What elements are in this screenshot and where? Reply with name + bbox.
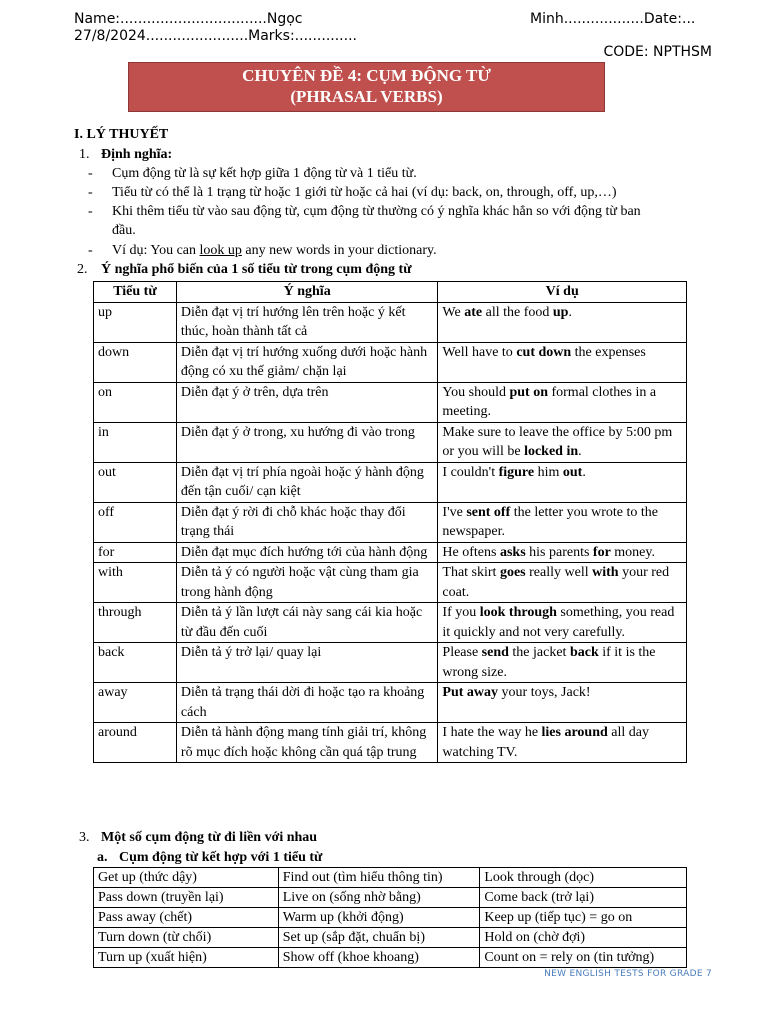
example-phrasal-verb: put on — [509, 384, 548, 400]
meaning-cell: Diễn đạt vị trí hướng xuống dưới hoặc hành động có xu thế giảm/ chặn lại — [176, 342, 437, 382]
particle-cell: out — [94, 462, 177, 502]
meaning-cell: Diễn tả ý trở lại/ quay lại — [176, 643, 437, 683]
phrasal-verb-cell: Count on = rely on (tin tưởng) — [480, 948, 687, 968]
particle-cell: for — [94, 542, 177, 563]
phrasal-verb-cell: Come back (trở lại) — [480, 888, 687, 908]
example-phrasal-verb: look through — [479, 605, 557, 620]
example-text: We — [442, 304, 465, 320]
section-2-number: 2. — [77, 262, 88, 277]
example-cell — [438, 302, 687, 342]
meaning-cell: Diễn tả trạng thái dời đi hoặc tạo ra khoảng cách — [176, 683, 437, 723]
column-header-example: Ví dụ — [438, 282, 687, 303]
example-text: If you — [442, 605, 480, 620]
example-text: Well have to — [442, 344, 517, 360]
example-text: the jacket — [508, 645, 570, 660]
example-cell — [438, 542, 687, 563]
bullet-2: Tiểu từ có thể là 1 trạng từ hoặc 1 giới từ hoặc cả hai (ví dụ: back, on, through, off, up,…) — [112, 185, 617, 200]
section-3-title: Một số cụm động từ đi liền với nhau — [101, 830, 318, 845]
title-line-2: (PHRASAL VERBS) — [290, 87, 443, 106]
particle-cell: around — [94, 723, 177, 763]
table-row — [94, 683, 687, 723]
example-text: That skirt — [442, 565, 500, 580]
example-phrasal-verb: up — [552, 304, 569, 320]
example-text: any new words in your dictionary. — [241, 243, 437, 258]
table-header-row — [94, 282, 687, 303]
table-row — [94, 462, 687, 502]
table-row — [94, 342, 687, 382]
example-phrasal-verb: with — [592, 565, 619, 580]
particle-cell: up — [94, 302, 177, 342]
table-row — [94, 643, 687, 683]
example-text: him — [534, 464, 563, 480]
bullet-dash: - — [88, 185, 93, 200]
bullet-3-line-1: Khi thêm tiểu từ vào sau động từ, cụm động từ thường có ý nghĩa khác hẳn so với động từ ban — [112, 204, 641, 219]
example-phrasal-verb: send — [481, 645, 509, 660]
example-text: Ví dụ: You can — [112, 243, 200, 258]
theory-heading: I. LÝ THUYẾT — [74, 127, 169, 142]
table-row — [94, 888, 687, 908]
particle-cell: away — [94, 683, 177, 723]
bullet-dash: - — [88, 204, 93, 219]
example-cell — [438, 502, 687, 542]
example-text: all the food — [482, 304, 553, 320]
meaning-cell: Diễn tả ý có người hoặc vật cùng tham gia trong hành động — [176, 563, 437, 603]
footer-caption: NEW ENGLISH TESTS FOR GRADE 7 — [544, 969, 712, 979]
name-label: Name:.................................Ngọc — [74, 11, 303, 27]
example-cell — [438, 643, 687, 683]
example-cell — [438, 382, 687, 422]
example-cell — [438, 603, 687, 643]
example-text: . — [582, 464, 586, 480]
example-text: if it is the wrong size. — [442, 645, 656, 680]
example-cell — [438, 462, 687, 502]
particle-cell: in — [94, 422, 177, 462]
meaning-cell: Diễn đạt ý ở trên, dựa trên — [176, 382, 437, 422]
example-text: his parents — [525, 544, 593, 560]
date-marks-line: 27/8/2024.......................Marks:.............. — [74, 28, 357, 44]
bullet-4-example — [112, 241, 437, 260]
example-phrasal-verb: lies around — [541, 725, 608, 740]
example-phrasal-verb: out — [562, 464, 583, 480]
table-row — [94, 302, 687, 342]
phrasal-verb-cell: Keep up (tiếp tục) = go on — [480, 908, 687, 928]
example-text: your toys, Jack! — [498, 685, 591, 700]
section-2-title: Ý nghĩa phổ biến của 1 số tiểu từ trong cụm động từ — [101, 262, 412, 277]
test-code: CODE: NPTHSM — [603, 44, 712, 60]
example-phrasal-verb: goes — [499, 565, 526, 580]
example-text: formal clothes in a meeting. — [442, 384, 657, 419]
table-row — [94, 563, 687, 603]
section-1-number: 1. — [79, 147, 90, 162]
table-row — [94, 928, 687, 948]
bullet-dash: - — [88, 166, 93, 181]
phrasal-verb-cell: Get up (thức dậy) — [94, 868, 279, 888]
example-text: all day watching TV. — [442, 725, 650, 760]
meaning-cell: Diễn đạt vị trí hướng lên trên hoặc ý kết thúc, hoàn thành tất cả — [176, 302, 437, 342]
table-row — [94, 422, 687, 462]
table-row — [94, 868, 687, 888]
example-text: your red coat. — [442, 565, 670, 600]
phrasal-verb-cell: Set up (sắp đặt, chuẩn bị) — [278, 928, 480, 948]
example-phrasal-verb: sent off — [466, 504, 511, 520]
example-text: . — [578, 444, 582, 459]
phrasal-verb-cell: Show off (khoe khoang) — [278, 948, 480, 968]
column-header-meaning: Ý nghĩa — [176, 282, 437, 303]
column-header-particle: Tiểu từ — [94, 282, 177, 303]
particle-cell: with — [94, 563, 177, 603]
table-row — [94, 948, 687, 968]
example-phrasal-verb: back — [569, 645, 599, 660]
date-label: Minh..................Date:... — [530, 11, 696, 27]
subsection-a-number: a. — [97, 850, 108, 865]
table-row — [94, 542, 687, 563]
phrasal-verb-cell: Look through (dọc) — [480, 868, 687, 888]
particle-meaning-table — [93, 281, 687, 763]
meaning-cell: Diễn đạt ý ở trong, xu hướng đi vào trong — [176, 422, 437, 462]
example-phrasal-verb: Put away — [442, 685, 499, 700]
particle-cell: through — [94, 603, 177, 643]
name-field-line — [74, 10, 303, 28]
example-phrasal-verb: look up — [199, 243, 242, 258]
example-cell — [438, 683, 687, 723]
meaning-cell: Diễn đạt ý rời đi chỗ khác hoặc thay đổi trạng thái — [176, 502, 437, 542]
phrasal-verb-cell: Find out (tìm hiểu thông tin) — [278, 868, 480, 888]
particle-cell: off — [94, 502, 177, 542]
bullet-1: Cụm động từ là sự kết hợp giữa 1 động từ và 1 tiểu từ. — [112, 166, 417, 181]
example-cell — [438, 342, 687, 382]
meaning-cell: Diễn đạt vị trí phía ngoài hoặc ý hành động đến tận cuối/ cạn kiệt — [176, 462, 437, 502]
phrasal-verb-cell: Live on (sống nhờ bằng) — [278, 888, 480, 908]
phrasal-verbs-table — [93, 867, 687, 968]
example-text: I've — [442, 504, 467, 520]
date-field-line — [530, 10, 695, 28]
particle-cell: down — [94, 342, 177, 382]
example-text: Make sure to leave the office by 5:00 pm or you will be — [442, 424, 673, 459]
example-cell — [438, 723, 687, 763]
particle-cell: back — [94, 643, 177, 683]
example-cell — [438, 563, 687, 603]
example-phrasal-verb: ate — [464, 304, 483, 320]
example-cell — [438, 422, 687, 462]
phrasal-verb-cell: Turn up (xuất hiện) — [94, 948, 279, 968]
particle-cell: on — [94, 382, 177, 422]
section-3-number: 3. — [79, 830, 90, 845]
example-text: the expenses — [571, 344, 646, 360]
phrasal-verb-cell: Turn down (từ chối) — [94, 928, 279, 948]
example-text: He oftens — [442, 544, 500, 560]
table-row — [94, 908, 687, 928]
phrasal-verb-cell: Pass away (chết) — [94, 908, 279, 928]
example-text: I hate the way he — [442, 725, 542, 740]
meaning-cell: Diễn tả ý lần lượt cái này sang cái kia hoặc từ đầu đến cuối — [176, 603, 437, 643]
example-text: You should — [442, 384, 510, 400]
example-phrasal-verb: figure — [498, 464, 535, 480]
bullet-3-line-2: đầu. — [112, 223, 136, 238]
table-row — [94, 603, 687, 643]
subsection-a-title: Cụm động từ kết hợp với 1 tiểu từ — [119, 850, 323, 865]
example-text: really well — [525, 565, 593, 580]
title-line-1: CHUYÊN ĐỀ 4: CỤM ĐỘNG TỪ — [242, 66, 491, 85]
example-text: Please — [442, 645, 482, 660]
table-row — [94, 382, 687, 422]
example-phrasal-verb: cut down — [516, 344, 572, 360]
example-text: I couldn't — [442, 464, 499, 480]
meaning-cell: Diễn tả hành động mang tính giải trí, không rõ mục đích hoặc không cần quá tập trung — [176, 723, 437, 763]
phrasal-verb-cell: Hold on (chờ đợi) — [480, 928, 687, 948]
example-text: . — [568, 304, 572, 320]
example-phrasal-verb: asks — [499, 544, 526, 560]
table-row — [94, 502, 687, 542]
example-text: something, you read it quickly and not very carefully. — [442, 605, 675, 640]
example-text: money. — [610, 544, 655, 560]
phrasal-verb-cell: Pass down (truyền lại) — [94, 888, 279, 908]
phrasal-verb-cell: Warm up (khởi động) — [278, 908, 480, 928]
bullet-dash: - — [88, 243, 93, 258]
example-phrasal-verb: locked in — [524, 444, 579, 459]
meaning-cell: Diễn đạt mục đích hướng tới của hành động — [176, 542, 437, 563]
section-1-title: Định nghĩa: — [101, 147, 173, 162]
example-text: the letter you wrote to the newspaper. — [442, 504, 658, 539]
table-row — [94, 723, 687, 763]
title-banner — [128, 62, 605, 112]
example-phrasal-verb: for — [592, 544, 611, 560]
